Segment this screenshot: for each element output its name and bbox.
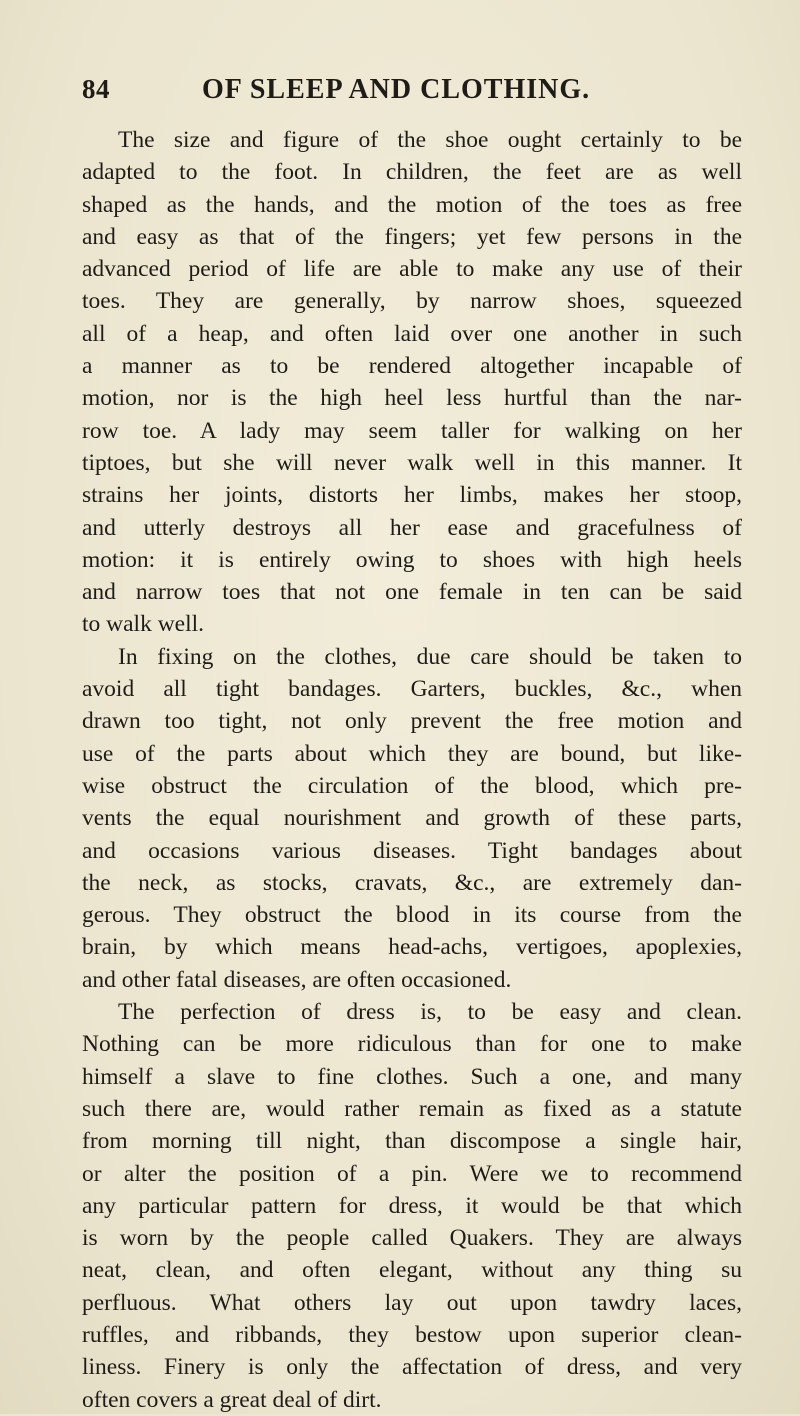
text-line: such there are, would rather remain as fixed as a statute bbox=[82, 1095, 742, 1122]
text-line: motion, nor is the high heel less hurtful than the nar- bbox=[82, 385, 742, 412]
text-line: and utterly destroys all her ease and gracefulness of bbox=[82, 514, 742, 541]
text-line: ruffles, and ribbands, they bestow upon superior clean- bbox=[82, 1321, 742, 1348]
chapter-title: OF SLEEP AND CLOTHING. bbox=[202, 74, 591, 105]
text-line: neat, clean, and often elegant, without any thing su bbox=[82, 1257, 742, 1284]
text-line: The size and figure of the shoe ought certainly to be bbox=[118, 127, 742, 153]
text-line: any particular pattern for dress, it would be that which bbox=[82, 1192, 742, 1219]
text-line: is worn by the people called Quakers. They are always bbox=[82, 1225, 742, 1252]
text-line: and narrow toes that not one female in ten can be said bbox=[82, 579, 742, 606]
text-line: and other fatal diseases, are often occasioned. bbox=[82, 966, 512, 993]
text-line: all of a heap, and often laid over one another in such bbox=[82, 320, 742, 347]
text-line: the neck, as stocks, cravats, &c., are extremely dan- bbox=[82, 869, 742, 896]
text-line: advanced period of life are able to make any use of their bbox=[82, 256, 742, 283]
text-line: vents the equal nourishment and growth of these parts, bbox=[82, 805, 742, 832]
text-line: liness. Finery is only the affectation of dress, and very bbox=[82, 1354, 742, 1381]
text-line: to walk well. bbox=[82, 611, 205, 638]
text-line: a manner as to be rendered altogether incapable of bbox=[82, 353, 742, 380]
text-line: toes. They are generally, by narrow shoes, squeezed bbox=[82, 288, 742, 315]
text-line: Nothing can be more ridiculous than for one to make bbox=[82, 1031, 742, 1058]
text-line: and occasions various diseases. Tight bandages about bbox=[82, 837, 742, 864]
page-number: 84 bbox=[82, 74, 110, 104]
body-text bbox=[82, 124, 742, 1416]
text-line: In fixing on the clothes, due care should be taken to bbox=[118, 643, 742, 670]
text-line: tiptoes, but she will never walk well in this manner. It bbox=[82, 449, 742, 476]
text-line: motion: it is entirely owing to shoes with high heels bbox=[82, 546, 742, 573]
text-line: shaped as the hands, and the motion of the toes as free bbox=[82, 191, 742, 218]
text-line: himself a slave to fine clothes. Such a one, and many bbox=[82, 1063, 742, 1090]
text-line: and easy as that of the fingers; yet few persons in the bbox=[82, 223, 742, 250]
text-line: drawn too tight, not only prevent the free motion and bbox=[82, 708, 742, 735]
text-line: often covers a great deal of dirt. bbox=[82, 1386, 382, 1413]
text-line: brain, by which means head-achs, vertigoes, apoplexies, bbox=[82, 934, 742, 961]
text-line: avoid all tight bandages. Garters, buckles, &c., when bbox=[82, 676, 742, 703]
text-line: or alter the position of a pin. Were we to recommend bbox=[82, 1160, 742, 1187]
text-line: The perfection of dress is, to be easy and clean. bbox=[118, 999, 742, 1026]
text-line: perfluous. What others lay out upon tawdry laces, bbox=[82, 1289, 742, 1316]
text-line: strains her joints, distorts her limbs, makes her stoop, bbox=[82, 482, 742, 509]
text-line: gerous. They obstruct the blood in its course from the bbox=[82, 902, 742, 929]
running-head bbox=[82, 74, 742, 114]
text-line: from morning till night, than discompose a single hair, bbox=[82, 1128, 742, 1155]
text-line: row toe. A lady may seem taller for walking on her bbox=[82, 417, 742, 444]
text-line: adapted to the foot. In children, the feet are as well bbox=[82, 159, 742, 186]
text-line: use of the parts about which they are bound, but like- bbox=[82, 740, 742, 767]
text-line: wise obstruct the circulation of the blood, which pre- bbox=[82, 772, 742, 799]
